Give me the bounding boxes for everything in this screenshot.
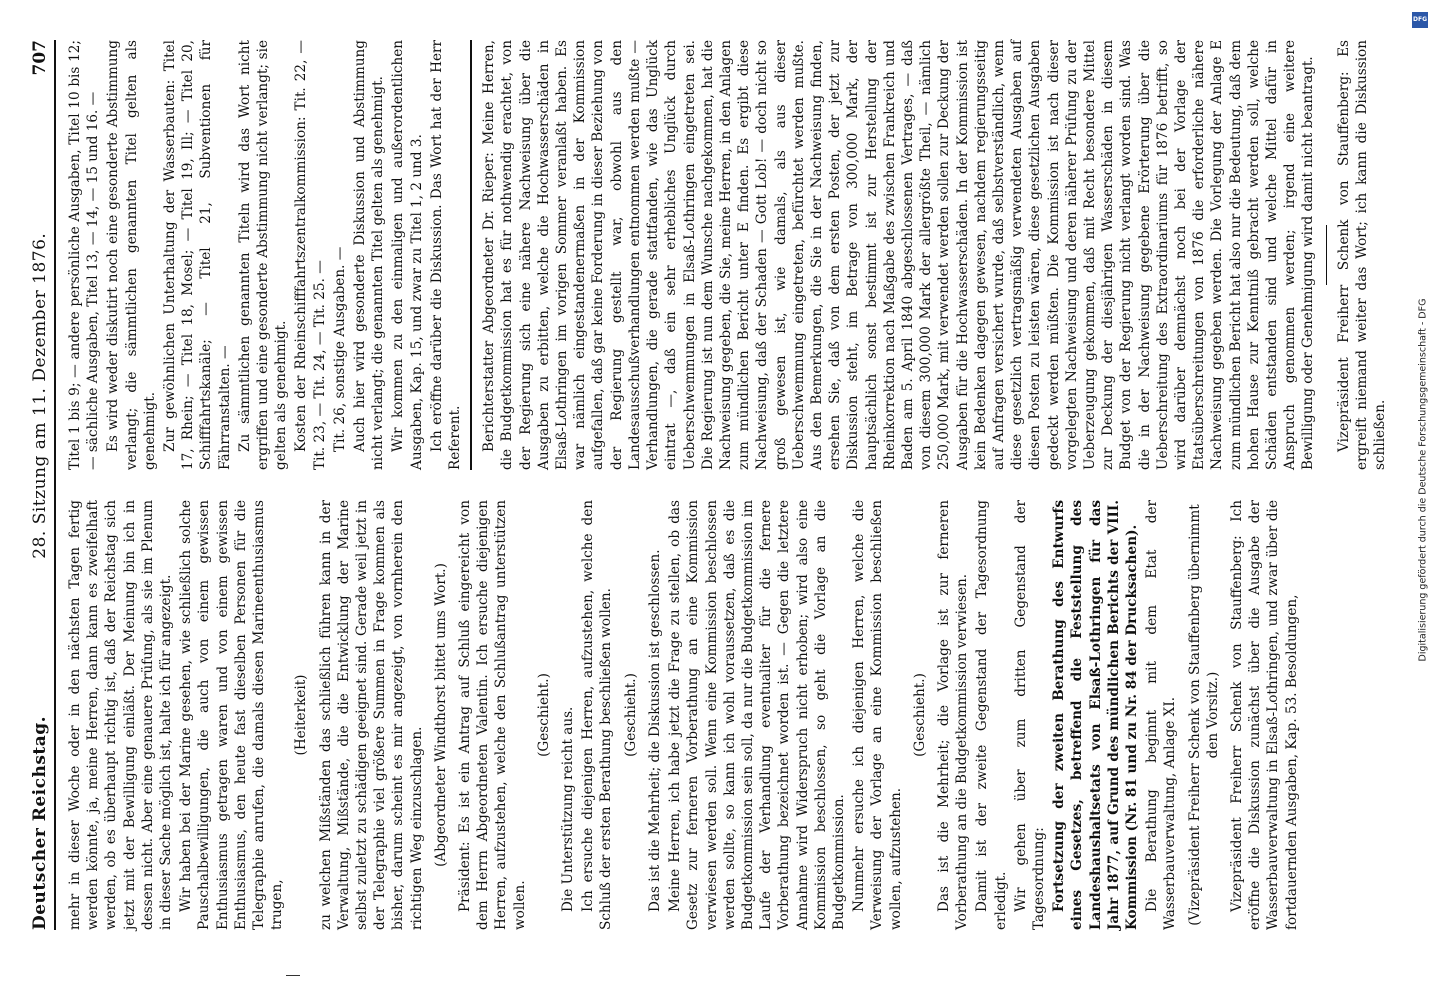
remark: (Geschieht.) (622, 673, 639, 757)
paragraph: Damit ist der zweite Gegenstand der Tagesordnung erledigt. (974, 500, 1009, 930)
paragraph: Vizepräsident Freiherr Schenk von Stauffenberg: Es ergreift niemand weiter das Wort; ich kann die Diskussion schließen. (1335, 40, 1389, 470)
paragraph: Wir kommen zu den einmaligen und außerordentlichen Ausgaben, Kap. 15, und zwar zu Titel 1, 2 und 3. (390, 40, 425, 470)
paragraph: zu welchen Mißständen das schließlich führen kann in der Verwaltung, Mißstände, die die Entwicklung der Marine selbst zuletzt zu schädigen geeignet sind. Gerade weil jetzt in der Telegraphie viel größere Summen in Frage kommen als bisher, darum scheint es mir angezeigt, von vornherein den richtigen Weg einzuschlagen. (317, 500, 425, 930)
remark: (Vizepräsident Freiherr Schenk von Stauffenberg übernimmt den Vorsitz.) (1186, 504, 1221, 926)
paragraph: Tit. 26, sonstige Ausgaben. — (331, 246, 348, 452)
text-columns (66, 40, 1391, 930)
paragraph: Das ist die Mehrheit; die Diskussion ist geschlossen. (646, 549, 663, 912)
digitization-credit (1408, 40, 1432, 920)
paragraph: Titel 1 bis 9; — andere persönliche Ausgaben, Titel 10 bis 12; — sächliche Ausgaben, Titel 13, — 14, — 15 und 16. — (67, 40, 102, 470)
divider (1326, 225, 1327, 285)
scan-mark (286, 975, 300, 976)
paragraph: Die Unterstützung reicht aus. (560, 706, 577, 912)
divider (470, 40, 472, 470)
paragraph: Wir gehen über zum dritten Gegenstand der Tagesordnung: (1012, 500, 1047, 930)
paragraph: Meine Herren, ich habe jetzt die Frage zu stellen, ob das Gesetz zur ferneren Vorberathung an eine Kommission verwiesen werden soll. Wenn eine Kommission beschlossen werden sollte, so kann ich wohl voraussetzen, daß es die Budgetkommission sein soll, da nur die Budgetkommission im Laufe der Verhandlung eventualiter für die fernere Vorberathung bezeichnet worden ist. — Gegen die letztere Annahme wird Widerspruch nicht erhoben; wird also eine Kommission beschlossen, so geht die Vorlage an die Budgetkommission. (667, 500, 847, 930)
dfg-logo: DFG (1412, 12, 1428, 28)
paragraph: Ich eröffne darüber die Diskussion. Das Wort hat der Herr Referent. (428, 40, 464, 470)
paragraph: Es wird weder diskutirt noch eine gesonderte Abstimmung verlangt; die sämmtlichen genannten Titel gelten als genehmigt. (105, 40, 158, 470)
paragraph: Das ist die Mehrheit; die Vorlage ist zur ferneren Vorberathung an die Budgetkommission verwiesen. (935, 500, 971, 930)
page-header (30, 40, 56, 930)
paragraph: Die Berathung beginnt mit dem Etat der Wasserbauverwaltung, Anlage XI. (1144, 500, 1179, 930)
paragraph: Präsident: Es ist ein Antrag auf Schluß eingereicht von dem Herrn Abgeordneten Valentin. Ich ersuche diejenigen Herren, aufzustehen, welche den Schlußantrag unterstützen wollen. (457, 500, 528, 930)
paragraph: Nunmehr ersuche ich diejenigen Herren, welche die Verweisung der Vorlage an eine Kommission beschließen wollen, aufzustehen. (851, 500, 904, 930)
column-left (66, 500, 1391, 930)
paragraph: Zu sämmtlichen genannten Titeln wird das Wort nicht ergriffen und eine gesonderte Abstimmung nicht verlangt; sie gelten als genehmigt. (236, 40, 290, 470)
paragraph: Kosten der Rheinschifffahrtszentralkommission: Tit. 22, — Tit. 23, — Tit. 24, — Tit. 25. — (293, 40, 328, 470)
header-session: 28. Sitzung am 11. Dezember 1876. (30, 232, 50, 559)
page-number: 707 (30, 40, 50, 76)
remark: (Geschieht.) (911, 673, 928, 757)
paragraph: Ich ersuche diejenigen Herren, aufzustehen, welche den Schluß der ersten Berathung beschließen wollen. (580, 500, 615, 930)
remark: (Abgeordneter Windthorst bittet ums Wort.) (432, 563, 449, 867)
paragraph: Wir haben bei der Marine gesehen, wie schließlich solche Pauschalbewilligungen, die auch von einem gewissen Enthusiasmus getragen waren und von einem gewissen Enthusiasmus, den heute fast dieselben Personen für die Telegraphie anrufen, die damals diesen Marineenthusiasmus trugen, (178, 500, 286, 930)
remark: (Heiterkeit) (293, 674, 310, 756)
column-right (66, 40, 1391, 470)
paragraph: Auch hier wird gesonderte Diskussion und Abstimmung nicht verlangt; die genannten Titel gelten als genehmigt. (352, 40, 387, 470)
paragraph: Berichterstatter Abgeordneter Dr. Rieper: Meine Herren, die Budgetkommission hat es für nothwendig erachtet, von der Regierung sich eine nähere Nachweisung über die Ausgaben zu erbitten, welche die Hochwasserschäden in Elsaß-Lothringen im vorigen Sommer veranlaßt haben. Es war nämlich eingestandenermaßen in der Kommission aufgefallen, daß gar keine Forderung in dieser Beziehung von der Regierung gestellt war, obwohl aus den Landesausschußverhandlungen entnommen werden mußte — Verhandlungen, die gerade stattfanden, wie das Unglück eintrat —, daß ein sehr erhebliches Unglück durch Ueberschwemmungen in Elsaß-Lothringen eingetreten sei. Die Regierung ist nun dem Wunsche nachgekommen, hat die Nachweisung gegeben, die Sie, meine Herren, in den Anlagen zum mündlichen Bericht unter E finden. Es ergibt diese Nachweisung, daß der Schaden — Gott Lob! — doch nicht so groß gewesen ist, wie damals, als aus dieser Ueberschwemmung eingetreten, befürchtet werden mußte. Aus den Bemerkungen, die Sie in der Nachweisung finden, ersehen Sie, daß von dem ersten Posten, der jetzt zur Diskussion steht, im Betrage von 300,000 Mark, der hauptsächlich sonst bestimmt ist zur Herstellung der Rheinkorrektion nach Maßgabe des zwischen Frankreich und Baden am 5. April 1840 abgeschlossenen Vertrages, — daß von diesem 300,000 Mark der allergrößte Theil, — nämlich 250,000 Mark, mit verwendet werden sollen zur Deckung der Ausgaben für die Hochwasserschäden. In der Kommission ist kein Bedenken dagegen gewesen, nachdem regierungsseitig auf Anfragen versichert wurde, daß selbstverständlich, wenn diese gesetzlich vertragsmäßig verwendeten Ausgaben auf diesen Posten zu leisten wären, diese gesetzlichen Ausgaben gedeckt werden müßten. Die Kommission ist nach dieser vorgelegten Nachweisung und deren näherer Prüfung zu der Ueberzeugung gekommen, daß mit Recht besondere Mittel zur Deckung der diesjährigen Wasserschäden in diesem Budget von der Regierung nicht verlangt worden sind. Was die in der Nachweisung gegebene Erörterung über die Ueberschreitung des Extraordinariums für 1876 betrifft, so wird darüber demnächst noch bei der Vorlage der Etatsüberschreitungen von 1876 die erforderliche nähere Nachweisung gegeben werden. Die Vorlegung der Anlage E zum mündlichen Bericht hat also nur die Bedeutung, daß dem hohen Hause zur Kenntniß gebracht werden soll, welche Schäden entstanden sind und welche Mittel dafür in Anspruch genommen werden; irgend eine weitere Bewilligung oder Genehmigung wird damit nicht beantragt. (481, 40, 1317, 470)
agenda-item: Fortsetzung der zweiten Berathung des Entwurfs eines Gesetzes, betreffend die Feststellung des Landeshaushaltsetats von Elsaß-Lothringen für das Jahr 1877, auf Grund des mündlichen Berichts der VIII. Kommission (Nr. 81 und zu Nr. 84 der Drucksachen). (1051, 500, 1140, 930)
paragraph: Zur gewöhnlichen Unterhaltung der Wasserbauten: Titel 17, Rhein; — Titel 18, Mosel; — Titel 19, Ill; — Titel 20, Schifffahrtskanäle; — Titel 21, Subventionen für Fährranstalten. — (162, 40, 233, 470)
credit-text: Digitalisierung gefördert durch die Deutsche Forschungsgemeinschaft - DFG (1417, 298, 1429, 662)
paragraph: mehr in dieser Woche oder in den nächsten Tagen fertig werden könnte, ja, meine Herren, dann kann es zweifelhaft werden, ob es überhaupt richtig ist, daß der Reichstag sich jetzt mit der Bewilligung einläßt. Der Meinung bin ich in dessen nicht. Aber eine genauere Prüfung, als sie im Plenum in dieser Sache möglich ist, halte ich für angezeigt. (67, 500, 175, 930)
remark: (Geschieht.) (535, 673, 552, 757)
paragraph: Vizepräsident Freiherr Schenk von Stauffenberg: Ich eröffne die Diskussion zunächst über die Ausgabe der Wasserbauverwaltung in Elsaß-Lothringen, und zwar über die fortdauernden Ausgaben, Kap. 53. Besoldungen, (1228, 500, 1300, 930)
header-title: Deutscher Reichstag. (30, 715, 50, 930)
